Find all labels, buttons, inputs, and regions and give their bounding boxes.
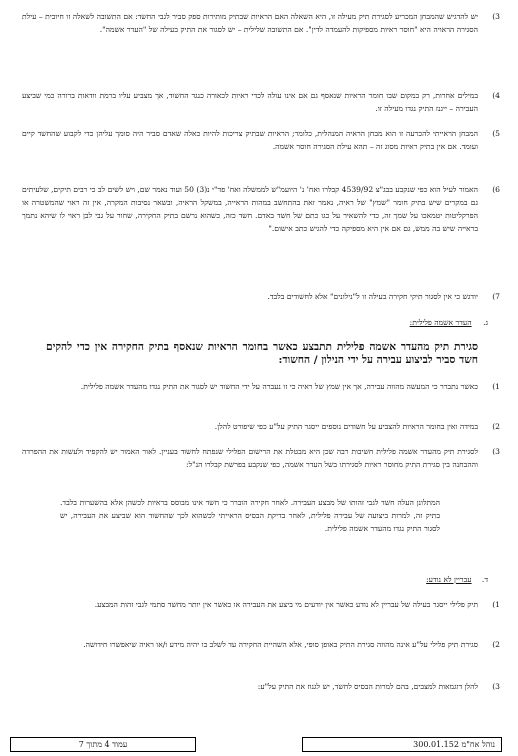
bold-heading: סגירת תיק מהעדר אשמה פלילית תתבצע כאשר בחומר הראיות שנאסף בתיק החקירה אין כדי להקים חשד סביר לביצוע עבירה על ידי הנילון / החשוד: (46, 341, 478, 366)
paragraph-text: יש להדגיש שהמבחן המכריע לסגירת תיק מעילה זו, היא השאלה האם הראיות שבתיק מותירות ספק סביר לגבי החשד: אם התשובה לשאלה זו חיובית – עילת הסגירה הראויה היא "חוסר ראיות מספיקות להעמדה לדין". אם התשובה שלילית – יש לסגור את התיק בעילה של "העדר אשמה". (22, 12, 478, 34)
quoted-ruling: המתלונן העלה חשד לגבי זהותו של מבצע העבירה. לאחר חקירה הוברר כי חשד אינו מבוסס בראיות לכשהן אלא בהשערות בלבד. בתיק זה, למרות ביצועה של עבירה פלילית, לאחר בדיקת הבסיס הראייתי לכשהוא לכך שהחשוד הוא שביצע את העבירה, יש לסגור התיק נגדו מהעדר אשמה פלילית. (60, 498, 440, 533)
section-g-heading (410, 318, 488, 327)
paragraph-text: להלן דוגמאות למצבים, בהם למרות הבסיס לחשד, יש לגנוז את התיק על"ע: (257, 682, 478, 691)
paragraph-number: 3) (492, 682, 500, 691)
paragraph-text: סגירת תיק פלילי על"ע אינה מהווה סגירת התיק באופן סופי, אלא השהיית החקירה עד לשלב בו יהיה מידע ו/או ראיה שיאפשרו חידושה. (83, 640, 478, 649)
paragraph-g-1 (22, 380, 500, 393)
section-letter: ד. (481, 575, 488, 584)
paragraph-text: במידה ואין בחומר הראיות להצביע על חשודים נוספים ייסגר התיק על"ע כפי שיפורט להלן. (214, 422, 478, 431)
footer-page-number: עמוד 4 מתוך 7 (10, 737, 196, 752)
paragraph-top-6 (22, 183, 500, 235)
paragraph-text: המבחן הראייתי להכרעה זו הוא מבחן הראיה המנהלית, כלומר; הראיות שבתיק צריכות להיות כאלה שאדם סביר היה סומך עליהן כדי לקבוע שהחשד קיים ועומד. אם אין בתיק ראיות מסוג זה – תהא עילת הסגירה חוסר אשמה. (22, 129, 478, 151)
paragraph-top-5 (22, 127, 500, 153)
paragraph-number: 2) (492, 422, 500, 431)
paragraph-d-3 (22, 680, 500, 693)
paragraph-text: כאשר נתברר כי המעשה מהווה עבירה, אך אין שמץ של ראיה כי זו נעברה על ידי החשוד יש לסגור את התיק נגדו מהעדר אשמה פלילית. (80, 382, 478, 391)
section-title: עבריין לא נודע: (426, 575, 472, 584)
paragraph-d-2 (22, 638, 500, 651)
paragraph-text: תיק פלילי ייסגר בעילה של עבריין לא נודע כאשר אין יודעים מי ביצע את העבירה או כאשר אין יותר מחשד סתמי לגבי זהות המבצע. (94, 600, 478, 609)
footer-document-id: נוהל אח"מ 300.01.152 (302, 737, 502, 752)
section-title: העדר אשמה פלילית: (409, 318, 472, 327)
paragraph-number: 7) (492, 292, 500, 301)
paragraph-text: לסגירת תיק מהעדר אשמה פלילית חשיבות רבה שכן היא מבטלת את הרישום הפלילי שנפתח לחשוד בעניין. לאור האמור יש להקפיד ולעשות את ההפרדה וההבחנה בין סגירת התיק מחוסר ראיות לסגירתו בשל העדר אשמה, כפי שנקבע בפרשת קבלרו הנ"ל: (22, 447, 478, 469)
paragraph-number: 1) (492, 382, 500, 391)
paragraph-number: 5) (492, 129, 500, 138)
section-d-heading (426, 575, 488, 584)
paragraph-number: 4) (492, 91, 500, 100)
paragraph-text: במילים אחרות, רק במקום שבו חומר הראיות שנאסף גם אם אינו עולה לכדי ראיות לכאורה כנגד החשוד, אך מצביע עליו ברמת וודאות ברורה כמי שביצע העבירה – ייגנז התיק נגדו מעילה זו. (22, 91, 478, 113)
section-letter: ג. (483, 318, 488, 327)
paragraph-number: 2) (492, 640, 500, 649)
paragraph-top-4 (22, 89, 500, 115)
paragraph-g-2 (22, 420, 500, 433)
paragraph-g-3 (22, 445, 500, 471)
paragraph-d-1 (22, 598, 500, 611)
paragraph-number: 3) (492, 447, 500, 456)
paragraph-number: 1) (492, 600, 500, 609)
paragraph-number: 6) (492, 185, 500, 194)
paragraph-text: האמור לעיל הוא כפי שנקבע בבג"צ 4539/92 קבלרו ואח' נ' היועמ"ש לממשלה ואח' פד"י נ(3) 50 ועוד נאמר שם, ויש לשים לב כי רבים תיקים, שלעיתים גם במקרים שיש בתיק חומר "שמץ" של ראיה, נאמר זאת בהתחשב במהות הראייה, במשקל הראיה, ובשאר נסיבות המקרה, אין זה ראוי שהמשטרה או הפרקליטות יטמאכו על שמך זה, כדי להשאיר על כגו כתם של חשד באדם. חשד כזה, כשהוא נרשם בתיק החקירה, שחור על גבי לבן ראוי לו שיהא נתמך בראייה שיש בה ממש, גם אם אין היא מספיקה כדי להגיש כתב אישום." (22, 185, 478, 233)
paragraph-top-3 (22, 10, 500, 36)
paragraph-text: יודגש כי אין לסגור תיקי חקירה בעילה זו ל"נילונים" אלא לחשודים בלבד. (267, 292, 478, 301)
paragraph-top-7 (22, 290, 500, 303)
paragraph-number: 3) (492, 12, 500, 21)
